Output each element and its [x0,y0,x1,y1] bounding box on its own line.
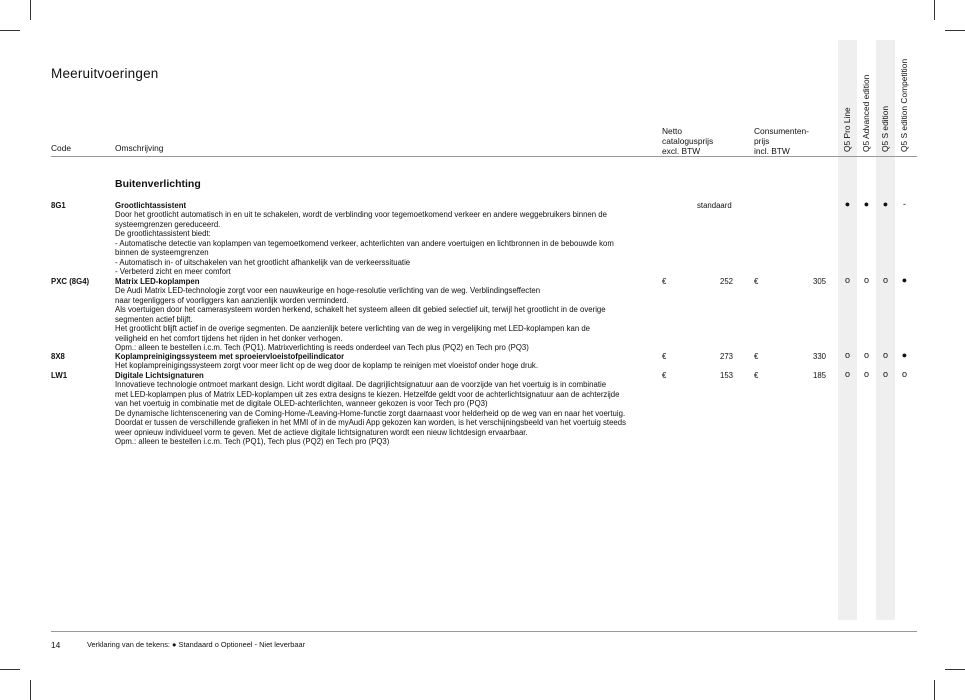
crop-mark [945,30,965,31]
description-line: binnen de systeemgrenzen [115,248,209,258]
page-number: 14 [51,640,61,650]
header-consumer-price-line: incl. BTW [754,146,790,156]
availability-mark: o [863,369,869,379]
description-line: Doordat er tussen de verschillende grafieken in het MMI of in de myAudi App gekozen kan worden, is het verschijningsbeeld van het voertuig steeds [115,418,626,428]
header-net-price-line: Netto [662,126,683,136]
availability-mark: o [882,350,888,360]
currency-symbol: € [662,352,667,361]
description-line: Het koplampreinigingssysteem zorgt voor meer licht op de weg door de koplamp te reinigen met vloeistof onder hoge druk. [115,361,538,371]
header-divider [51,156,917,157]
header-variant-pro-line: Q5 Pro Line [842,107,852,152]
crop-mark [0,30,20,31]
net-price: 252 [719,277,733,286]
crop-mark [945,669,965,670]
description-line: Innovatieve technologie ontmoet markant design. Licht wordt digitaal. De dagrijlichtsignatuur aan de voorzijde van het voertuig is in combinatie [115,380,607,390]
option-description [115,371,640,447]
page-title: Meeruitvoeringen [51,66,159,81]
option-description [115,277,640,353]
description-line: veiligheid en het comfort tijdens het rijden in het donker verhogen. [115,333,343,343]
crop-mark [30,0,31,20]
currency-symbol: € [754,277,759,286]
availability-mark: ● [901,350,908,360]
availability-mark: ● [901,275,908,285]
crop-mark [934,680,935,700]
description-line: naar tegenliggers of voorliggers kan aanzienlijk worden verminderd. [115,295,349,305]
header-variant-s-edition: Q5 S edition [880,105,890,152]
description-line: Het grootlicht blijft actief in de overige segmenten. De aanzienlijk betere verlichting van de weg in vergelijking met LED-koplampen kan de [115,324,591,334]
description-line: De grootlichtassistent biedt: [115,229,211,239]
option-code: 8X8 [51,352,65,361]
availability-mark: o [882,275,888,285]
description-line: Opm.: alleen te bestellen i.c.m. Tech (PQ1). Matrixverlichting is reeds onderdeel van Tech plus (PQ2) en Tech pro (PQ3) [115,343,529,353]
net-price: 153 [719,371,733,380]
option-name: Grootlichtassistent [115,201,187,210]
crop-mark [934,0,935,20]
standard-label: standaard [697,201,732,210]
option-code: PXC (8G4) [51,277,90,286]
availability-mark: ● [882,199,889,209]
option-code: 8G1 [51,201,66,210]
option-name: Koplampreinigingssysteem met sproeiervloeistofpeilindicator [115,352,345,361]
option-description [115,201,640,277]
consumer-price: 305 [812,277,826,286]
availability-mark: ● [863,199,870,209]
currency-symbol: € [754,371,759,380]
currency-symbol: € [754,352,759,361]
option-name: Matrix LED-koplampen [115,277,200,286]
header-net-price-line: excl. BTW [662,146,701,156]
legend: Verklaring van de tekens: ● Standaard o Optioneel - Niet leverbaar [87,640,306,649]
description-line: - Verbeterd zicht en meer comfort [115,267,231,277]
header-description: Omschrijving [115,143,164,153]
availability-mark: o [863,275,869,285]
consumer-price: 330 [812,352,826,361]
consumer-price: 185 [812,371,826,380]
description-line: met LED-koplampen plus of Matrix LED-koplampen uit zes extra designs te kiezen. Hetzelfde geldt voor de achterlichtsignatuur aan de achterzijde [115,389,620,399]
crop-mark [0,669,20,670]
availability-mark: o [901,369,907,379]
currency-symbol: € [662,371,667,380]
option-description [115,352,640,371]
availability-mark: o [882,369,888,379]
header-consumer-price [754,126,809,156]
description-line: De Audi Matrix LED-technologie zorgt voor een nauwkeurige en hoge-resolutie verlichting van de weg. Verblindingseffecten [115,286,541,296]
header-code: Code [51,143,72,153]
header-net-price [662,126,713,156]
section-title: Buitenverlichting [115,178,201,190]
description-line: segmenten actief blijft. [115,314,193,324]
description-line: weer opnieuw individueel vorm te geven. Met de actieve digitale lichtsignaturen wordt een nieuw lichtdesign ervaarbaar. [115,427,528,437]
description-line: Door het grootlicht automatisch in en uit te schakelen, wordt de verblinding voor tegemoetkomend verkeer en andere weggebruikers binnen de [115,210,607,220]
availability-mark: o [844,275,850,285]
option-name: Digitale Lichtsignaturen [115,371,204,380]
header-variant-advanced: Q5 Advanced edition [861,74,871,152]
description-line: - Automatisch in- of uitschakelen van het grootlicht afhankelijk van de verkeerssituatie [115,257,411,267]
footer-divider [51,631,917,632]
header-consumer-price-line: Consumenten- [754,126,809,136]
crop-mark [30,680,31,700]
currency-symbol: € [662,277,667,286]
description-line: Opm.: alleen te bestellen i.c.m. Tech (PQ1), Tech plus (PQ2) en Tech pro (PQ3) [115,437,390,447]
description-line: - Automatische detectie van koplampen van tegemoetkomend verkeer, achterlichten van andere voertuigen en lichtbronnen in de bebouwde kom [115,238,614,248]
description-line: systeemgrenzen gereduceerd. [115,219,221,229]
header-net-price-line: catalogusprijs [662,136,714,146]
header-consumer-price-line: prijs [754,136,770,146]
header-variant-s-competition: Q5 S edition Competition [899,58,909,152]
availability-mark: o [844,369,850,379]
availability-mark: o [863,350,869,360]
description-line: De dynamische lichtenscenering van de Coming-Home-/Leaving-Home-functie zorgt daarnaast voor helderheid op de weg van en naar het voertuig. [115,408,626,418]
description-line: van het voertuig in combinatie met de digitale OLED-achterlichten, wanneer gekozen is voor Tech pro (PQ3) [115,399,488,409]
net-price: 273 [719,352,733,361]
description-line: Als voertuigen door het camerasysteem worden herkend, schakelt het systeem alleen dit gebied selectief uit, terwijl het grootlicht in de overige [115,305,606,315]
availability-mark: ● [844,199,851,209]
availability-mark: o [844,350,850,360]
option-code: LW1 [51,371,68,380]
availability-mark: - [903,199,906,209]
